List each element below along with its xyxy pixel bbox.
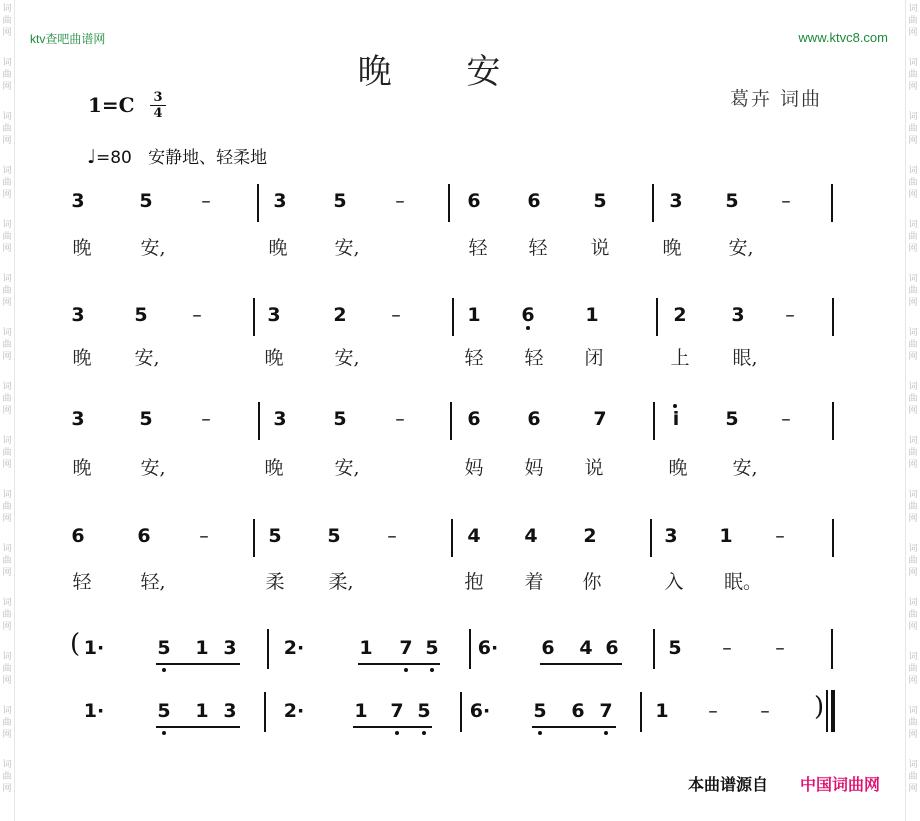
watermark-char: 词 — [2, 652, 12, 662]
watermark-char: 词 — [2, 328, 12, 338]
lyric-syllable: 晚 — [72, 457, 92, 479]
quarter-note-icon: ♩ — [87, 146, 96, 168]
watermark-char: 网 — [908, 244, 918, 254]
lyric-syllable: 晚 — [268, 237, 288, 259]
watermark-char: 网 — [2, 82, 12, 92]
jianpu-note: i — [672, 408, 680, 430]
jianpu-note: 5 — [333, 190, 347, 212]
beam-underline — [195, 726, 240, 728]
low-octave-dot — [162, 668, 166, 672]
lyric-syllable: 轻, — [140, 571, 166, 593]
lyric-syllable: 说 — [584, 457, 604, 479]
lyric-syllable: 晚 — [264, 347, 284, 369]
interlude-note: 1 — [354, 700, 368, 722]
watermark-char: 网 — [908, 730, 918, 740]
watermark-char: 曲 — [908, 664, 918, 674]
barline — [253, 298, 255, 336]
watermark-char: 曲 — [908, 772, 918, 782]
watermark-char: 网 — [908, 82, 918, 92]
jianpu-note: 5 — [333, 408, 347, 430]
lyric-syllable: 妈 — [464, 457, 484, 479]
watermark-char: 曲 — [2, 124, 12, 134]
barline — [469, 629, 471, 669]
jianpu-note: 6 — [467, 190, 481, 212]
watermark-char: 曲 — [2, 178, 12, 188]
watermark-char: 词 — [2, 4, 12, 14]
barline — [640, 692, 642, 732]
watermark-char: 曲 — [2, 718, 12, 728]
watermark-char: 网 — [2, 568, 12, 578]
watermark-char: 词 — [908, 760, 918, 770]
interlude-note: – — [760, 700, 770, 722]
jianpu-note: 1 — [467, 304, 481, 326]
interlude-note: – — [708, 700, 718, 722]
watermark-char: 网 — [2, 622, 12, 632]
barline — [832, 519, 834, 557]
watermark-char: 词 — [908, 382, 918, 392]
watermark-char: 曲 — [908, 556, 918, 566]
barline — [653, 402, 655, 440]
jianpu-note: 6 — [137, 525, 151, 547]
lyric-syllable: 安, — [134, 347, 160, 369]
jianpu-note: 2 — [673, 304, 687, 326]
interlude-note: 7 — [390, 700, 404, 722]
watermark-char: 网 — [908, 622, 918, 632]
jianpu-note: – — [192, 304, 202, 326]
barline — [832, 402, 834, 440]
watermark-char: 网 — [2, 460, 12, 470]
jianpu-note: 3 — [71, 408, 85, 430]
watermark-char: 曲 — [908, 340, 918, 350]
tempo-marking — [87, 143, 267, 168]
low-octave-dot — [526, 326, 530, 330]
beam-underline — [398, 663, 440, 665]
interlude-note: 3 — [223, 700, 237, 722]
tempo-value: =80 — [95, 148, 132, 168]
watermark-char: 网 — [908, 568, 918, 578]
lyric-syllable: 晚 — [72, 237, 92, 259]
barline — [257, 184, 259, 222]
jianpu-note: 3 — [71, 304, 85, 326]
barline — [253, 519, 255, 557]
interlude-note: 1· — [83, 700, 105, 722]
watermark-char: 词 — [908, 4, 918, 14]
lyric-syllable: 闭 — [584, 347, 604, 369]
barline — [656, 298, 658, 336]
lyric-syllable: 轻 — [528, 237, 548, 259]
jianpu-note: 6 — [527, 190, 541, 212]
jianpu-note: 6 — [527, 408, 541, 430]
watermark-char: 曲 — [2, 556, 12, 566]
watermark-char: 网 — [908, 298, 918, 308]
jianpu-note: 1 — [585, 304, 599, 326]
barline — [650, 519, 652, 557]
watermark-char: 词 — [2, 166, 12, 176]
lyric-syllable: 晚 — [662, 237, 682, 259]
jianpu-note: 5 — [593, 190, 607, 212]
watermark-char: 曲 — [2, 70, 12, 80]
interlude-note: 5 — [533, 700, 547, 722]
barline — [448, 184, 450, 222]
low-octave-dot — [162, 731, 166, 735]
low-octave-dot — [422, 731, 426, 735]
jianpu-note: 3 — [664, 525, 678, 547]
interlude-note: 5 — [668, 637, 682, 659]
jianpu-note: – — [387, 525, 397, 547]
watermark-char: 网 — [2, 676, 12, 686]
watermark-char: 曲 — [908, 394, 918, 404]
watermark-char: 网 — [908, 406, 918, 416]
lyric-syllable: 晚 — [264, 457, 284, 479]
beam-underline — [389, 726, 432, 728]
interlude-note: 4 — [579, 637, 593, 659]
interlude-note: 6· — [469, 700, 491, 722]
jianpu-note: 5 — [725, 190, 739, 212]
watermark-char: 网 — [2, 28, 12, 38]
watermark-char: 网 — [908, 136, 918, 146]
watermark-char: 词 — [908, 436, 918, 446]
barline — [460, 692, 462, 732]
time-signature — [150, 90, 166, 121]
barline — [452, 298, 454, 336]
barline — [451, 519, 453, 557]
watermark-char: 网 — [908, 352, 918, 362]
low-octave-dot — [395, 731, 399, 735]
watermark-char: 曲 — [2, 502, 12, 512]
jianpu-note: 3 — [71, 190, 85, 212]
watermark-char: 网 — [908, 784, 918, 794]
lyric-syllable: 上 — [670, 347, 690, 369]
lyric-syllable: 晚 — [72, 347, 92, 369]
watermark-char: 词 — [908, 166, 918, 176]
watermark-char: 曲 — [908, 448, 918, 458]
barline — [832, 298, 834, 336]
interlude-note: 5 — [157, 700, 171, 722]
lyric-syllable: 安, — [334, 237, 360, 259]
jianpu-note: 5 — [134, 304, 148, 326]
barline — [450, 402, 452, 440]
left-watermark-strip — [0, 0, 15, 821]
lyric-syllable: 轻 — [72, 571, 92, 593]
lyric-syllable: 轻 — [464, 347, 484, 369]
watermark-char: 词 — [2, 706, 12, 716]
open-repeat-paren: ( — [70, 629, 81, 659]
watermark-char: 网 — [908, 28, 918, 38]
jianpu-note: 3 — [267, 304, 281, 326]
interlude-note: – — [722, 637, 732, 659]
jianpu-note: 3 — [273, 408, 287, 430]
footer-source-label: 本曲谱源自 — [688, 775, 769, 794]
interlude-note: 1· — [83, 637, 105, 659]
watermark-char: 词 — [2, 544, 12, 554]
lyric-syllable: 安, — [140, 237, 166, 259]
watermark-char: 词 — [2, 598, 12, 608]
watermark-char: 词 — [2, 58, 12, 68]
watermark-char: 词 — [908, 220, 918, 230]
watermark-char: 曲 — [908, 502, 918, 512]
interlude-note: 7 — [599, 700, 613, 722]
jianpu-note: – — [781, 190, 791, 212]
final-barline-thick — [831, 690, 835, 732]
jianpu-note: – — [775, 525, 785, 547]
interlude-note: 6 — [541, 637, 555, 659]
watermark-char: 曲 — [2, 232, 12, 242]
beam-underline — [570, 726, 616, 728]
low-octave-dot — [604, 731, 608, 735]
watermark-char: 曲 — [908, 178, 918, 188]
watermark-char: 词 — [2, 490, 12, 500]
lyric-syllable: 说 — [590, 237, 610, 259]
watermark-char: 曲 — [908, 610, 918, 620]
interlude-note: 5 — [425, 637, 439, 659]
watermark-char: 网 — [908, 676, 918, 686]
watermark-char: 网 — [908, 514, 918, 524]
jianpu-note: 2 — [583, 525, 597, 547]
watermark-char: 网 — [2, 244, 12, 254]
jianpu-note: – — [201, 190, 211, 212]
lyric-syllable: 眼, — [732, 347, 758, 369]
watermark-char: 词 — [2, 760, 12, 770]
watermark-char: 网 — [2, 352, 12, 362]
watermark-char: 词 — [2, 220, 12, 230]
jianpu-note: – — [199, 525, 209, 547]
lyric-syllable: 轻 — [468, 237, 488, 259]
interlude-note: 7 — [399, 637, 413, 659]
watermark-char: 曲 — [908, 718, 918, 728]
jianpu-note: 4 — [467, 525, 481, 547]
low-octave-dot — [538, 731, 542, 735]
jianpu-note: 5 — [139, 190, 153, 212]
watermark-char: 网 — [2, 730, 12, 740]
expression-mark: 安静地、轻柔地 — [148, 148, 268, 168]
jianpu-note: 5 — [139, 408, 153, 430]
jianpu-note: 5 — [725, 408, 739, 430]
lyric-syllable: 你 — [582, 571, 602, 593]
site-name-left[interactable]: ktv查吧曲谱网 — [30, 32, 106, 46]
barline — [653, 629, 655, 669]
lyric-syllable: 安, — [334, 457, 360, 479]
jianpu-note: 5 — [327, 525, 341, 547]
footer-source-site[interactable]: 中国词曲网 — [800, 775, 881, 794]
jianpu-note: 3 — [731, 304, 745, 326]
watermark-char: 曲 — [2, 340, 12, 350]
interlude-note: 6 — [605, 637, 619, 659]
lyric-syllable: 柔, — [328, 571, 354, 593]
beam-underline — [578, 663, 622, 665]
watermark-char: 曲 — [908, 70, 918, 80]
lyric-syllable: 着 — [524, 571, 544, 593]
watermark-char: 网 — [2, 298, 12, 308]
site-url-right[interactable]: www.ktvc8.com — [798, 30, 888, 45]
watermark-char: 网 — [908, 460, 918, 470]
jianpu-note: 6 — [521, 304, 535, 326]
barline — [264, 692, 266, 732]
interlude-note: – — [775, 637, 785, 659]
jianpu-note: 1 — [719, 525, 733, 547]
watermark-char: 曲 — [2, 664, 12, 674]
interlude-note: 6· — [477, 637, 499, 659]
time-signature-top: 3 — [150, 90, 166, 106]
composer-credit: 葛卉 词曲 — [730, 88, 823, 110]
interlude-note: 1 — [195, 700, 209, 722]
watermark-char: 曲 — [908, 16, 918, 26]
lyric-syllable: 晚 — [668, 457, 688, 479]
jianpu-note: 5 — [268, 525, 282, 547]
watermark-char: 网 — [2, 784, 12, 794]
watermark-char: 网 — [2, 406, 12, 416]
watermark-char: 曲 — [2, 610, 12, 620]
watermark-char: 网 — [2, 190, 12, 200]
watermark-char: 词 — [908, 706, 918, 716]
watermark-char: 词 — [908, 598, 918, 608]
barline — [652, 184, 654, 222]
time-signature-bottom: 4 — [153, 106, 163, 121]
watermark-char: 词 — [908, 274, 918, 284]
interlude-note: 6 — [571, 700, 585, 722]
interlude-note: 1 — [655, 700, 669, 722]
lyric-syllable: 柔 — [265, 571, 285, 593]
right-watermark-strip — [905, 0, 920, 821]
watermark-char: 曲 — [2, 286, 12, 296]
watermark-char: 曲 — [2, 16, 12, 26]
beam-underline — [195, 663, 240, 665]
lyric-syllable: 安, — [140, 457, 166, 479]
watermark-char: 曲 — [2, 394, 12, 404]
interlude-note: 3 — [223, 637, 237, 659]
lyric-syllable: 安, — [732, 457, 758, 479]
interlude-note: 2· — [283, 637, 305, 659]
jianpu-note: 6 — [467, 408, 481, 430]
jianpu-note: 4 — [524, 525, 538, 547]
watermark-char: 词 — [908, 652, 918, 662]
song-title: 晚 安 — [357, 52, 533, 92]
lyric-syllable: 轻 — [524, 347, 544, 369]
watermark-char: 曲 — [908, 232, 918, 242]
interlude-note: 1 — [359, 637, 373, 659]
watermark-char: 曲 — [2, 448, 12, 458]
watermark-char: 词 — [2, 274, 12, 284]
watermark-char: 词 — [908, 490, 918, 500]
low-octave-dot — [404, 668, 408, 672]
jianpu-note: – — [785, 304, 795, 326]
watermark-char: 曲 — [908, 286, 918, 296]
watermark-char: 词 — [908, 328, 918, 338]
jianpu-note: – — [781, 408, 791, 430]
lyric-syllable: 抱 — [464, 571, 484, 593]
lyric-syllable: 妈 — [524, 457, 544, 479]
watermark-char: 词 — [908, 544, 918, 554]
jianpu-note: – — [391, 304, 401, 326]
jianpu-note: 2 — [333, 304, 347, 326]
lyric-syllable: 入 — [664, 571, 684, 593]
watermark-char: 词 — [2, 382, 12, 392]
watermark-char: 词 — [2, 436, 12, 446]
interlude-note: 1 — [195, 637, 209, 659]
barline — [831, 184, 833, 222]
jianpu-note: 3 — [273, 190, 287, 212]
jianpu-note: – — [395, 408, 405, 430]
jianpu-note: 6 — [71, 525, 85, 547]
watermark-char: 曲 — [908, 124, 918, 134]
lyric-syllable: 安, — [334, 347, 360, 369]
watermark-char: 词 — [908, 112, 918, 122]
lyric-syllable: 安, — [728, 237, 754, 259]
low-octave-dot — [430, 668, 434, 672]
jianpu-note: 7 — [593, 408, 607, 430]
interlude-note: 5 — [417, 700, 431, 722]
watermark-char: 网 — [2, 514, 12, 524]
close-repeat-paren: ) — [814, 692, 825, 722]
barline — [267, 629, 269, 669]
watermark-char: 曲 — [2, 772, 12, 782]
watermark-char: 网 — [2, 136, 12, 146]
watermark-char: 词 — [2, 112, 12, 122]
lyric-syllable: 眠。 — [723, 571, 762, 593]
barline — [258, 402, 260, 440]
jianpu-note: – — [395, 190, 405, 212]
interlude-note: 5 — [157, 637, 171, 659]
watermark-char: 词 — [908, 58, 918, 68]
jianpu-note: – — [201, 408, 211, 430]
jianpu-note: 3 — [669, 190, 683, 212]
high-octave-dot — [673, 404, 677, 408]
key-signature: 1=C — [88, 93, 135, 117]
watermark-char: 网 — [908, 190, 918, 200]
barline — [831, 629, 833, 669]
interlude-note: 2· — [283, 700, 305, 722]
final-barline-thin — [826, 690, 828, 732]
